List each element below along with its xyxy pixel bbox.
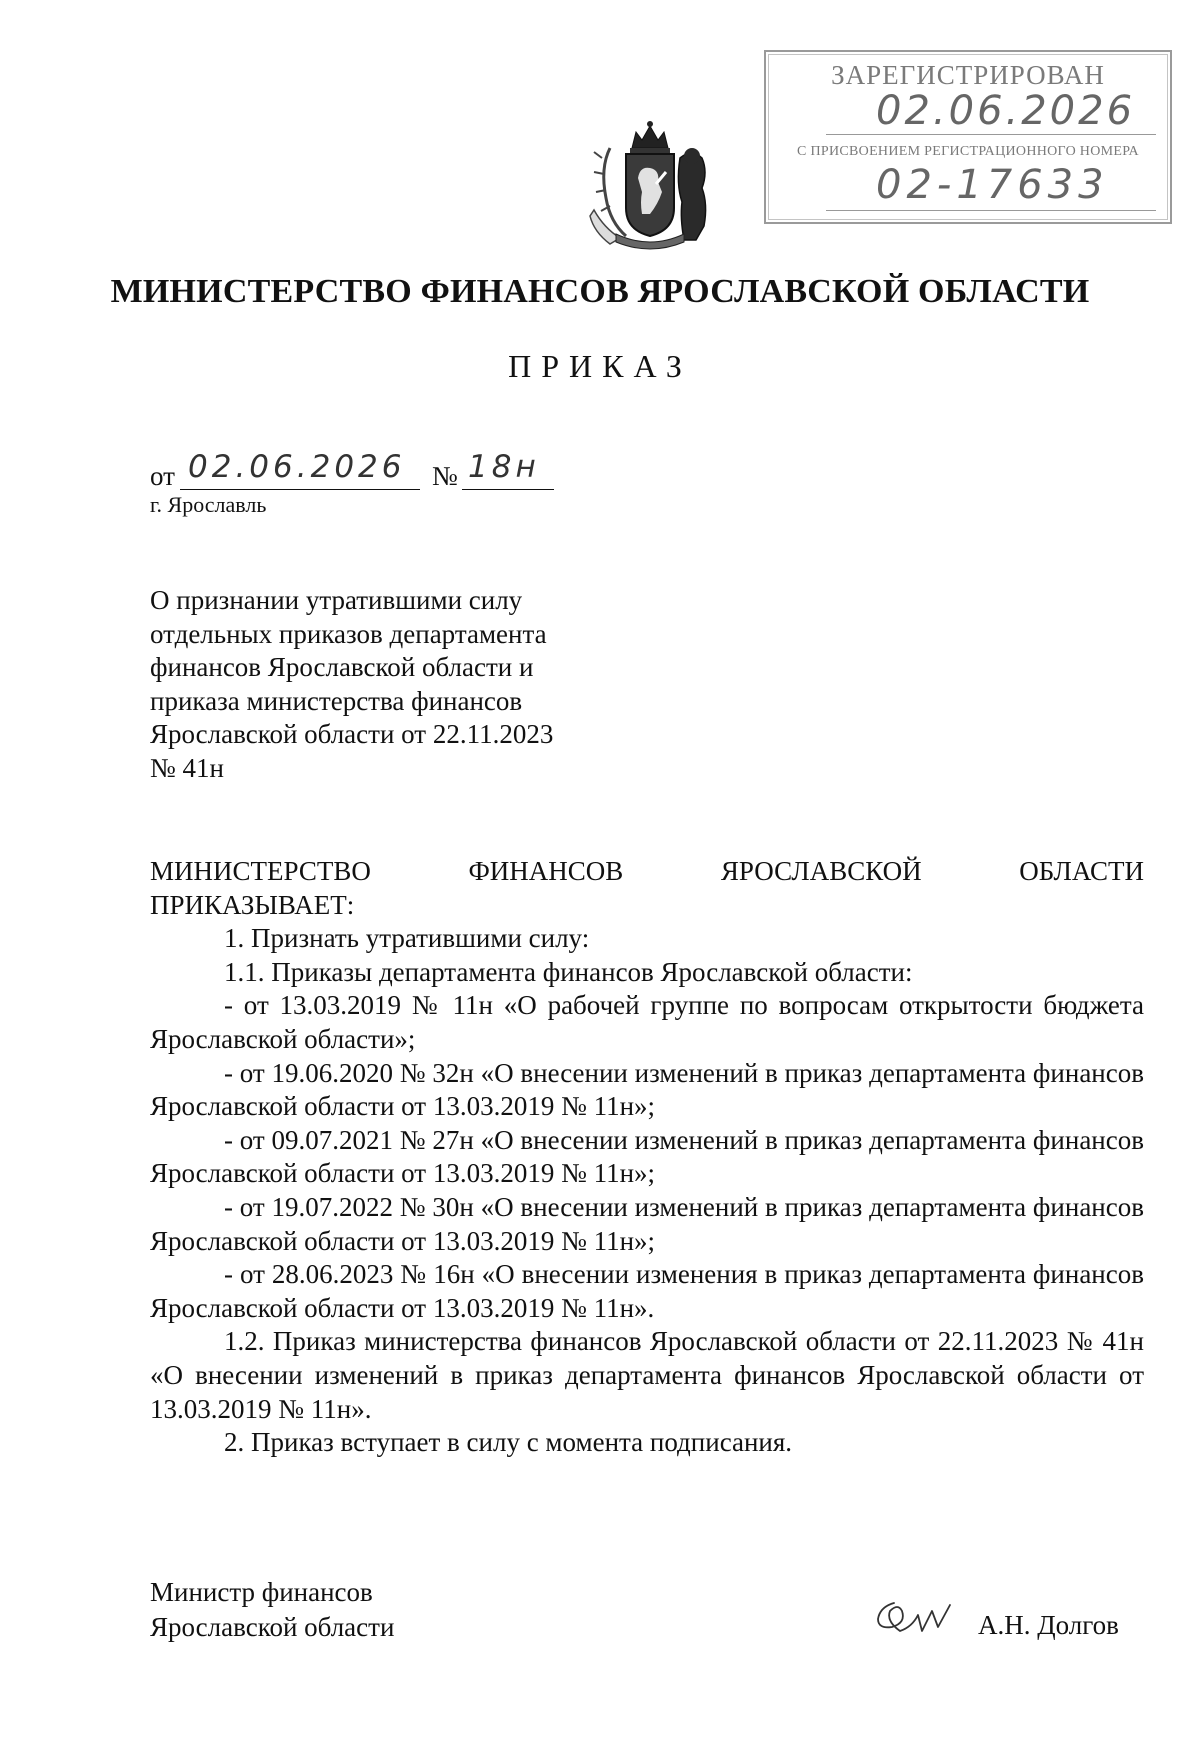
subject-line: № 41н [150, 752, 224, 783]
signer-position-line: Министр финансов [150, 1577, 373, 1607]
signer-name: А.Н. Долгов [978, 1610, 1119, 1640]
subject-line: О признании утратившими силу [150, 585, 523, 615]
coat-of-arms-icon [580, 118, 720, 250]
clause-1-2: 1.2. Приказ министерства финансов Ярославской области от 22.11.2023 № 41н «О внесении изменений в приказ департамента финансов Ярославской области от 13.03.2019 № 11н». [150, 1326, 1144, 1424]
number-underline [462, 489, 554, 490]
registration-stamp [764, 50, 1172, 224]
stamp-divider [826, 134, 1156, 135]
preamble-line: МИНИСТЕРСТВО ФИНАНСОВ ЯРОСЛАВСКОЙ ОБЛАСТИ [150, 856, 1144, 886]
subject-line: приказа министерства финансов [150, 685, 523, 716]
list-item: - от 13.03.2019 № 11н «О рабочей группе по вопросам открытости бюджета Ярославской области»; [150, 990, 1144, 1054]
signer-position [150, 1575, 394, 1645]
order-body [150, 855, 1144, 1460]
subject-line: отдельных приказов департамента [150, 618, 547, 649]
handwritten-signature [872, 1597, 956, 1637]
ministry-heading: МИНИСТЕРСТВО ФИНАНСОВ ЯРОСЛАВСКОЙ ОБЛАСТИ [110, 273, 1090, 310]
date-value: 02.06.2026 [188, 449, 406, 485]
subject-block [150, 584, 610, 785]
stamp-divider [826, 210, 1156, 211]
signer-position-line: Ярославской области [150, 1612, 395, 1642]
stamp-subtitle: С ПРИСВОЕНИЕМ РЕГИСТРАЦИОННОГО НОМЕРА [797, 144, 1139, 159]
clause-1-1: 1.1. Приказы департамента финансов Ярославской области: [224, 956, 913, 987]
stamp-title: ЗАРЕГИСТРИРОВАН [831, 60, 1105, 90]
clause-2: 2. Приказ вступает в силу с момента подписания. [224, 1427, 793, 1458]
number-label: № [432, 461, 458, 491]
clause-1: 1. Признать утратившими силу: [224, 923, 590, 954]
city: г. Ярославль [150, 492, 267, 517]
stamp-date: 02.06.2026 [876, 88, 1136, 134]
document-type: ПРИКАЗ [508, 348, 692, 384]
list-item: - от 19.06.2020 № 32н «О внесении изменений в приказ департамента финансов Ярославской области от 13.03.2019 № 11н»; [150, 1057, 1144, 1122]
date-label: от [150, 461, 175, 491]
preamble-line: ПРИКАЗЫВАЕТ: [150, 889, 355, 920]
list-item: - от 19.07.2022 № 30н «О внесении изменений в приказ департамента финансов Ярославской области от 13.03.2019 № 11н»; [150, 1191, 1144, 1256]
subject-line: Ярославской области от 22.11.2023 [150, 719, 554, 749]
stamp-number: 02-17633 [876, 162, 1109, 208]
list-item: - от 28.06.2023 № 16н «О внесении изменения в приказ департамента финансов Ярославской области от 13.03.2019 № 11н». [150, 1259, 1144, 1323]
list-item: - от 09.07.2021 № 27н «О внесении изменений в приказ департамента финансов Ярославской области от 13.03.2019 № 11н»; [150, 1124, 1144, 1189]
subject-line: финансов Ярославской области и [150, 652, 534, 682]
number-value: 18н [468, 449, 540, 485]
